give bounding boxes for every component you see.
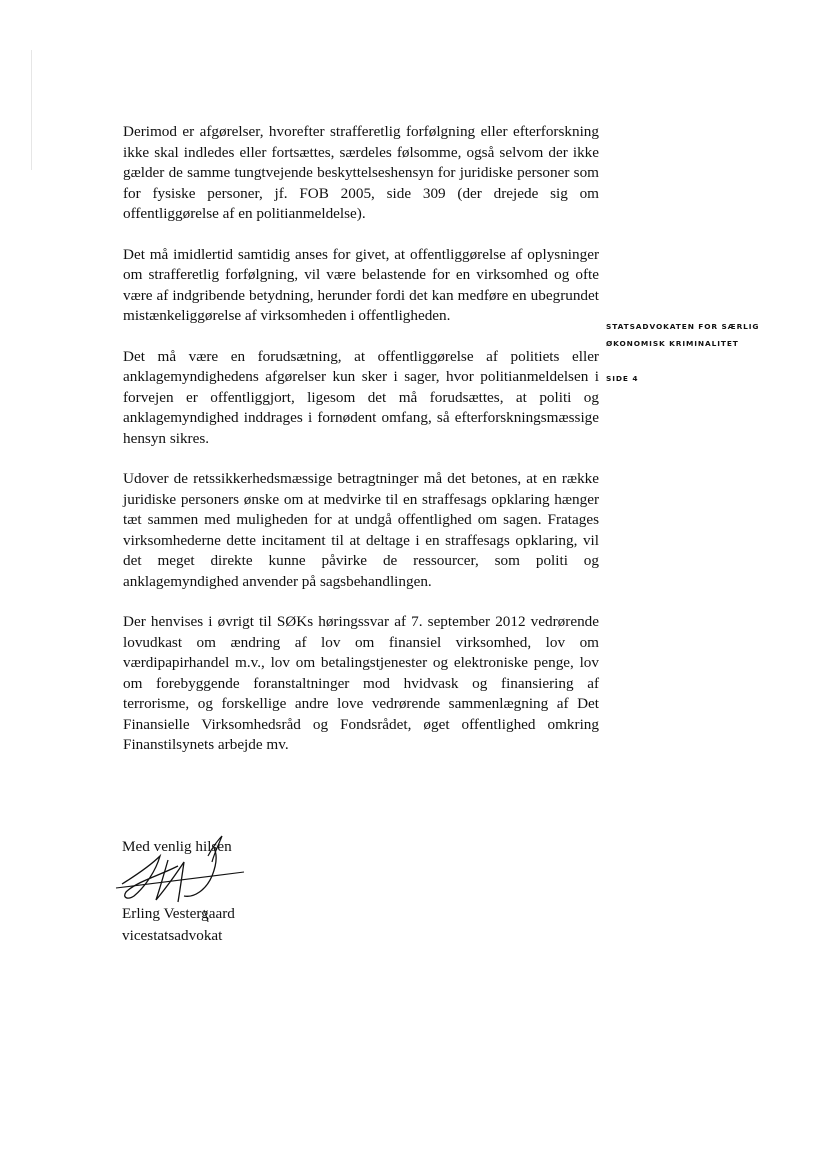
signer-title: vicestatsadvokat [122, 927, 223, 944]
sender-organization [606, 318, 806, 352]
page-number-label: SIDE 4 [606, 374, 639, 383]
sender-org-line: ØKONOMISK KRIMINALITET [606, 339, 739, 348]
paragraph: Det må være en forudsætning, at offentliggørelse af politiets eller anklagemyndighedens afgørelser kun sker i sager, hvor politianmeldelsen i forvejen er offentliggjort, ligesom det må forudsættes, at politi og anklagemyndighed inddrages i fornødent omfang, så efterforskningsmæssige hensyn sikres. [123, 347, 599, 447]
signer-name: Erling Vestergaard [122, 905, 235, 922]
paragraph: Derimod er afgørelser, hvorefter strafferetlig forfølgning eller efterforskning ikke skal indledes eller fortsættes, særdeles følsomme, også selvom der ikke gælder de samme tungtvejende beskyttelseshensyn for juridiske personer som for fysiske personer, jf. FOB 2005, side 309 (der drejede sig om offentliggørelse af en politianmeldelse). [123, 123, 599, 222]
page-number [606, 370, 806, 387]
letter-body [123, 122, 599, 776]
sender-org-line: STATSADVOKATEN FOR SÆRLIG [606, 322, 760, 331]
paragraph: Udover de retssikkerhedsmæssige betragtninger må det betones, at en række juridiske personers ønske om at medvirke til en straffesags opklaring hænger tæt sammen med muligheden for at undgå offentlighed om sagen. Fratages virksomhederne dette incitament til at deltage i en straffesags opklaring, vil det meget direkte kunne påvirke de ressourcer, som politi og anklagemyndighed anvender på sagsbehandlingen. [123, 470, 599, 590]
scan-margin-line [31, 50, 32, 170]
paragraph: Der henvises i øvrigt til SØKs høringssvar af 7. september 2012 vedrørende lovudkast om ændring af lov om finansiel virksomhed, lov om værdipapirhandel m.v., lov om betalingstjenester og elektroniske penge, lov om forebyggende foranstaltninger mod hvidvask og finansiering af terrorisme, og forskellige andre love vedrørende sammenlægning af Det Finansielle Virksomhedsråd og Fondsrådet, øget offentlighed omkring Finanstilsynets arbejde mv. [123, 613, 599, 753]
handwritten-signature [108, 826, 258, 926]
closing-greeting: Med venlig hilsen [122, 838, 232, 855]
paragraph: Det må imidlertid samtidig anses for givet, at offentliggørelse af oplysninger om strafferetlig forfølgning, vil være belastende for en virksomhed og ofte være af indgribende betydning, herunder fordi det kan medføre en ubegrundet mistænkeliggørelse af virksomheden i offentligheden. [123, 245, 599, 324]
